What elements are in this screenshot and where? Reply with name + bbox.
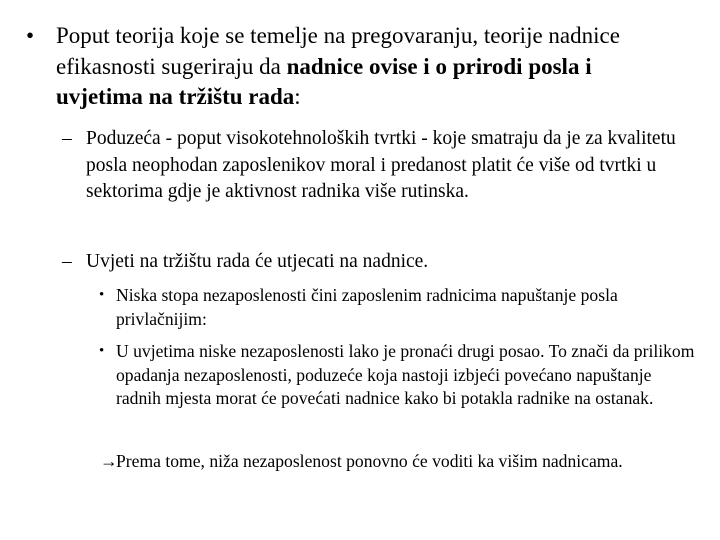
bullet-marker: • [26,23,35,48]
bullet-item-efficiency-wage-theories [26,21,666,113]
sub-sub-item-easy-job-search [99,340,696,411]
bullet-text: Poput teorija koje se temelje na pregovaranju, teorije nadnice efikasnosti sugeriraju da [56,23,620,79]
sub-sub-item-text: Niska stopa nezaposlenosti čini zaposlenim radnicima napuštanje posla privlačnijim: [116,285,618,329]
conclusion-item [100,450,696,474]
conclusion-text: Prema tome, niža nezaposlenost ponovno će voditi ka višim nadnicama. [116,451,623,471]
sub-item-text: Poduzeća - poput visokotehnoloških tvrtki - koje smatraju da je za kvalitetu posla neophodan zaposlenikov moral i predanost platit će više od tvrtki u sektorima gdje je aktivnost radnika više rutinska. [86,128,676,202]
bullet-text-bold: nadnice ovise i o prirodi posla i uvjetima na tržištu rada [56,53,592,109]
dash-marker: – [62,251,72,272]
arrow-right-icon: → [100,451,118,471]
sub-sub-item-low-unemployment [99,284,696,331]
dash-marker: – [62,128,72,149]
sub-sub-item-text: U uvjetima niske nezaposlenosti lako je pronaći drugi posao. To znači da prilikom opadanja nezaposlenosti, poduzeće koja nastoji izbjeći povećano napuštanje radnih mjesta morat će povećati nadnice kako bi potakla radnike na ostanak. [116,341,695,408]
sub-item-labor-market [62,249,686,276]
sub-item-text: Uvjeti na tržištu rada će utjecati na nadnice. [86,251,429,272]
sub-item-high-tech-firms [62,126,686,206]
bullet-text-end: : [294,84,301,109]
bullet-marker: • [99,343,105,359]
bullet-marker: • [99,287,105,303]
